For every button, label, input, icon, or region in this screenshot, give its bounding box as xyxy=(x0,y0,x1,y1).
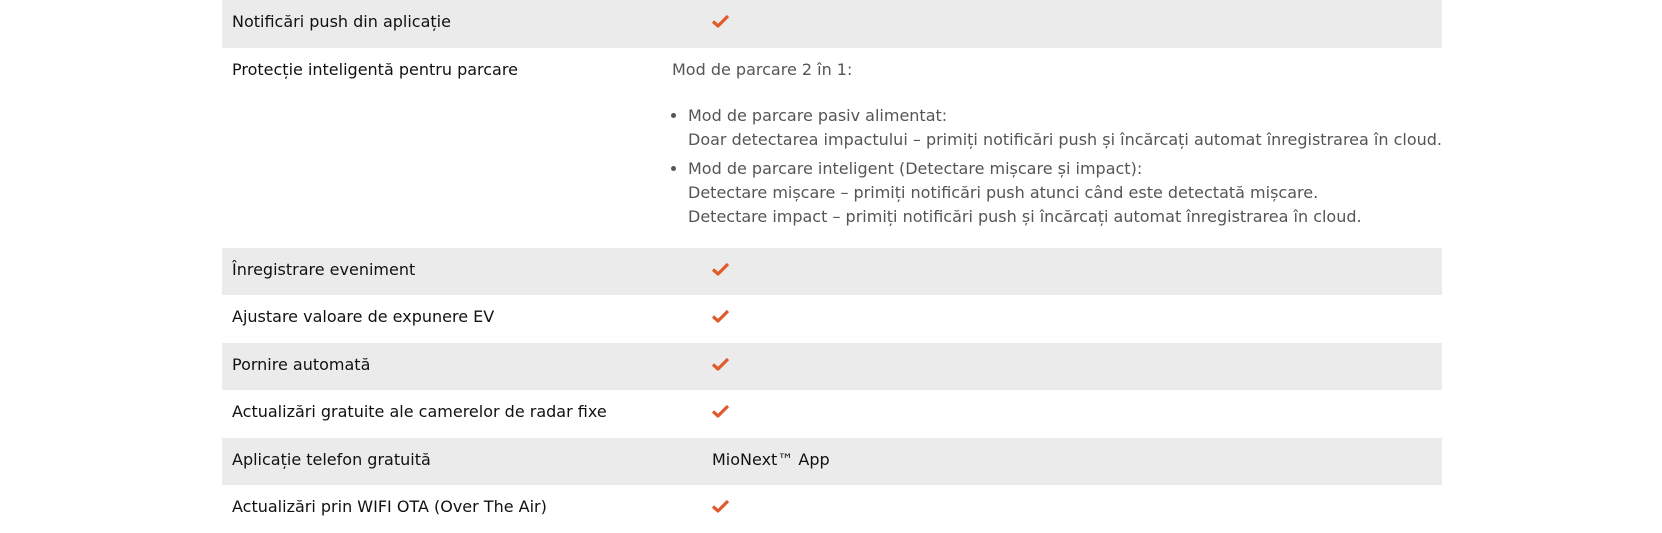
spec-value xyxy=(712,390,1442,423)
spec-label: Notificări push din aplicație xyxy=(232,12,451,31)
check-icon xyxy=(712,357,729,371)
spec-label: Înregistrare eveniment xyxy=(232,259,416,279)
spec-row-event-recording xyxy=(222,248,1442,296)
spec-label: Actualizări gratuite ale camerelor de radar fixe xyxy=(232,402,607,421)
parking-mode-list xyxy=(672,104,1442,229)
spec-label: Ajustare valoare de expunere EV xyxy=(232,307,495,326)
spec-row-radar-updates xyxy=(222,390,1442,438)
check-icon xyxy=(712,404,729,418)
spec-value xyxy=(712,343,1442,376)
spec-label: Actualizări prin WIFI OTA (Over The Air) xyxy=(232,497,547,516)
spec-row-ev-adjust xyxy=(222,295,1442,343)
parking-mode-title: • Mod de parcare pasiv alimentat: xyxy=(688,105,948,125)
parking-mode-item xyxy=(688,104,1442,152)
check-icon xyxy=(712,309,729,323)
check-icon xyxy=(712,499,729,513)
spec-value xyxy=(712,0,1442,33)
parking-intro: Mod de parcare 2 în 1: xyxy=(672,59,853,79)
parking-mode-title: • Mod de parcare inteligent (Detectare mișcare și impact): xyxy=(688,158,1143,178)
spec-label: Pornire automată xyxy=(232,354,371,374)
spec-row-auto-start xyxy=(222,343,1442,391)
parking-mode-line: Detectare mișcare – primiți notificări push atunci când este detectată mișcare. xyxy=(688,182,1319,202)
spec-row-push-notifications xyxy=(222,0,1442,48)
spec-value xyxy=(712,485,1442,518)
check-icon xyxy=(712,14,729,28)
spec-value xyxy=(672,48,1442,234)
parking-mode-item xyxy=(688,157,1442,229)
spec-row-ota-updates xyxy=(222,485,1442,533)
spec-label: Aplicație telefon gratuită xyxy=(232,449,431,469)
spec-table xyxy=(222,0,1442,533)
check-icon xyxy=(712,262,729,276)
spec-row-phone-app xyxy=(222,438,1442,486)
spec-row-parking-protection xyxy=(222,48,1442,248)
spec-value: MioNext™ App xyxy=(712,449,830,469)
spec-label: Protecție inteligentă pentru parcare xyxy=(232,59,518,79)
spec-value xyxy=(712,248,1442,281)
parking-mode-line: Detectare impact – primiți notificări push și încărcați automat înregistrarea în cloud. xyxy=(688,206,1362,226)
spec-value xyxy=(712,295,1442,328)
parking-mode-line: Doar detectarea impactului – primiți notificări push și încărcați automat înregistrarea în cloud. xyxy=(688,129,1442,149)
